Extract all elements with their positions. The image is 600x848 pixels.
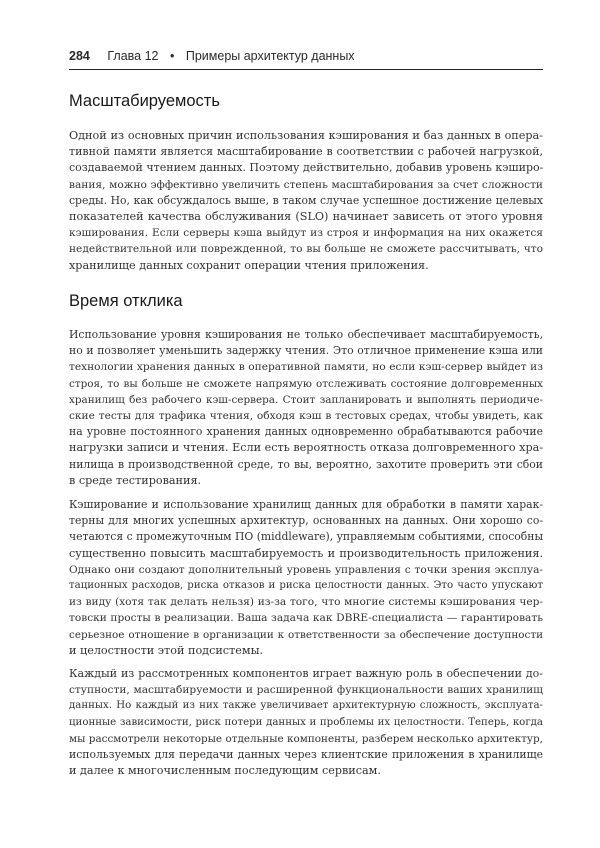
text-line: хранилище данных сохранит операции чтения приложения. <box>69 258 429 272</box>
text-line: тационных расходов, риска отказов и риска целостности данных. Это часто упускают <box>69 580 543 592</box>
chapter-label: Глава 12 <box>107 49 159 63</box>
text-line: ступности, масштабируемости и расширенной функциональности ваших хранилищ <box>69 684 543 697</box>
paragraph <box>69 128 543 274</box>
text-line: и далее к многочисленным последующим сервисам. <box>69 764 381 778</box>
text-line: среды. Но, как обсуждалось выше, в таком случае успешное достижение целевых <box>69 193 543 207</box>
section-heading-scalability: Масштабируемость <box>69 92 220 110</box>
text-line: серьезное отношение в организации к ответственности за обеспечение доступности <box>69 628 543 641</box>
text-line: технологии хранения данных в оперативной памяти, но если кэш-сервер выйдет из <box>69 361 543 374</box>
text-line: создаваемой чтением данных. Поэтому действительно, добавив уровень кэширо- <box>69 161 544 175</box>
text-line: мы рассмотрели некоторые отдельные компоненты, разберем несколько архитектур, <box>69 732 543 745</box>
text-line: показателей качества обслуживания (SLO) начинает зависеть от этого уровня <box>69 210 543 224</box>
text-line: используемых для передачи данных через клиентские приложения в хранилище <box>69 748 543 762</box>
page-number: 284 <box>69 49 90 63</box>
text-line: нагрузки записи и чтения. Если есть вероятность отказа долговременного хра- <box>69 441 544 455</box>
text-line: но и позволяет уменьшить задержку чтения. Это отличное применение кэша или <box>69 344 543 358</box>
text-line: Использование уровня кэширования не только обеспечивает масштабируемость, <box>69 328 543 341</box>
text-line: четаются с промежуточным ПО (middleware), управляемым событиями, способны <box>69 530 544 544</box>
text-line: данных. Но каждый из них также увеличивает архитектурную сложность, эксплуата- <box>69 700 543 712</box>
text-line: кэширования. Если серверы кэша выйдут из строя и информация на них окажется <box>69 227 543 240</box>
text-line: ционные зависимости, риск потери данных и проблемы их целостности. Теперь, когда <box>69 716 543 728</box>
header-bullet: • <box>169 49 175 63</box>
text-line: Однако они создают дополнительный уровень управления с точки зрения эксплуа- <box>69 563 543 576</box>
text-line: Одной из основных причин использования кэширования и баз данных в опера- <box>69 129 543 142</box>
text-line: терны для многих успешных архитектур, основанных на данных. Они хорошо со- <box>69 514 543 528</box>
text-line: из виду (хотя так делать нельзя) из-за того, что многие системы кэширования чер- <box>69 596 543 609</box>
text-line: тивной памяти является масштабирование в соответствии с рабочей нагрузкой, <box>69 145 543 159</box>
section-heading-response-time: Время отклика <box>69 292 183 310</box>
paragraph <box>69 327 543 489</box>
text-line: хранилищ без рабочего кэш-сервера. Стоит запланировать и выполнять периодиче- <box>69 393 543 406</box>
text-line: вания, можно эффективно увеличить степень масштабирования за счет сложности <box>69 178 543 191</box>
text-line: нилища в производственной среде, то вы, вероятно, захотите проверить эти сбои <box>69 457 543 471</box>
paragraph <box>69 497 543 659</box>
text-line: товски просты в реализации. Ваша задача как DBRE-специалиста — гарантировать <box>69 612 543 625</box>
text-line: Кэширование и использование хранилищ данных для обработки в памяти харак- <box>69 498 543 511</box>
text-line: в среде тестирования. <box>69 473 202 487</box>
text-line: ские тесты для трафика чтения, обходя кэш в тестовых средах, чтобы увидеть, как <box>69 410 543 423</box>
paragraph <box>69 666 543 779</box>
text-line: и целостности этой подсистемы. <box>69 643 264 657</box>
text-line: недействительной или поврежденной, то вы больше не сможете рассчитывать, что <box>69 243 543 256</box>
text-line: строя, то вы больше не сможете напрямую отслеживать состояние долговременных <box>69 377 543 390</box>
text-line: существенно повысить масштабируемость и производительность приложения. <box>69 546 543 560</box>
text-line: Каждый из рассмотренных компонентов играет важную роль в обеспечении до- <box>69 667 543 680</box>
running-header <box>69 47 543 70</box>
chapter-title: Примеры архитектур данных <box>185 49 355 63</box>
text-line: на уровне постоянного хранения данных одновременно обрабатываются рабочие <box>69 425 543 439</box>
